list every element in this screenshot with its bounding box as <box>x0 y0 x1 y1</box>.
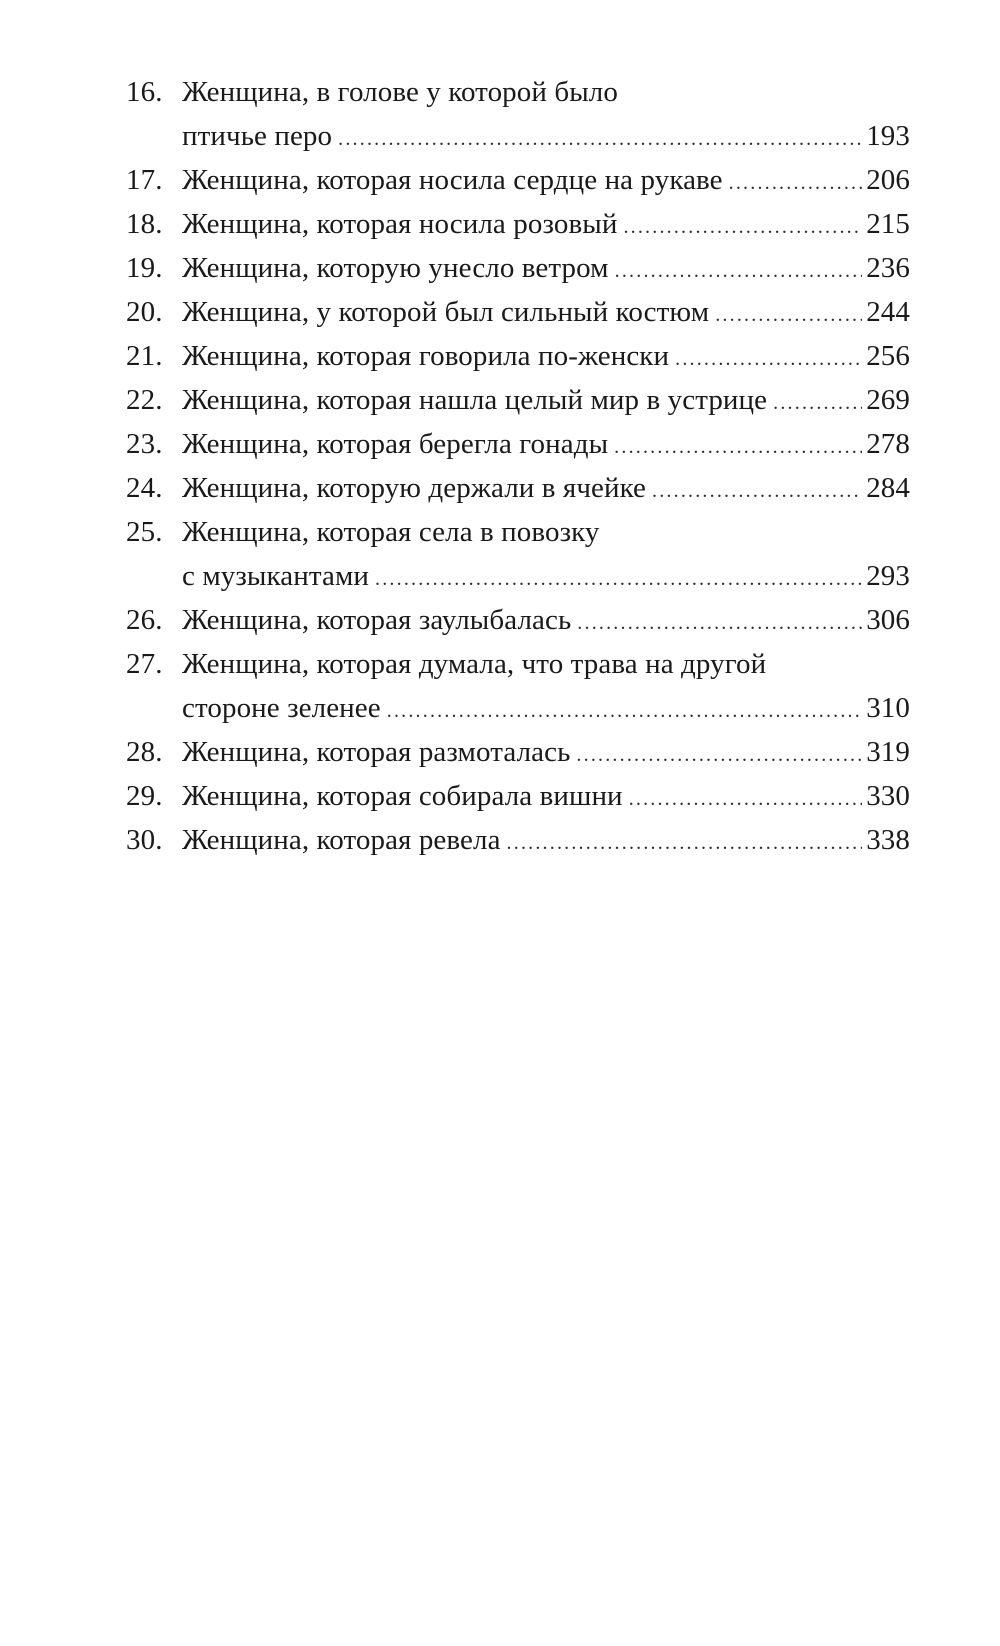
chapter-number: 17. <box>126 164 163 196</box>
toc-entry-line <box>126 158 910 202</box>
toc-entry-line <box>126 818 910 862</box>
chapter-number: 27. <box>126 648 163 680</box>
chapter-number: 20. <box>126 296 163 328</box>
page-number: 269 <box>866 384 910 416</box>
toc-entry <box>126 378 910 422</box>
toc-entry <box>126 70 910 158</box>
toc-entry-line <box>126 598 910 642</box>
chapter-title: Женщина, которая размоталась <box>182 736 571 768</box>
page-number: 338 <box>866 824 910 856</box>
page-number: 319 <box>866 736 910 768</box>
toc-entry-line <box>126 774 910 818</box>
page-number: 310 <box>866 692 910 724</box>
toc-entry-line <box>126 642 910 686</box>
dot-leader <box>623 205 862 249</box>
toc-entry-line <box>126 686 910 730</box>
chapter-title: Женщина, которая ревела <box>182 824 501 856</box>
dot-leader <box>614 425 862 469</box>
toc-entry-line <box>126 114 910 158</box>
dot-leader <box>715 293 862 337</box>
chapter-title: с музыкантами <box>182 560 370 592</box>
dot-leader <box>675 337 862 381</box>
dot-leader <box>729 161 863 205</box>
chapter-title: Женщина, которую держали в ячейке <box>182 472 647 504</box>
chapter-number: 18. <box>126 208 163 240</box>
chapter-title: Женщина, которая берегла гонады <box>182 428 609 460</box>
chapter-number: 24. <box>126 472 163 504</box>
toc-entry <box>126 158 910 202</box>
toc-entry <box>126 510 910 598</box>
toc-entry <box>126 642 910 730</box>
page-number: 278 <box>866 428 910 460</box>
toc-entry-line <box>126 334 910 378</box>
chapter-number: 29. <box>126 780 163 812</box>
toc-entry <box>126 334 910 378</box>
chapter-title: птичье перо <box>182 120 333 152</box>
page-number: 215 <box>866 208 910 240</box>
toc-entry <box>126 202 910 246</box>
page-number: 330 <box>866 780 910 812</box>
chapter-number: 28. <box>126 736 163 768</box>
dot-leader <box>387 689 862 733</box>
chapter-title: Женщина, у которой был сильный костюм <box>182 296 710 328</box>
toc-entry-line <box>126 246 910 290</box>
dot-leader <box>338 117 862 161</box>
chapter-number: 16. <box>126 76 163 108</box>
toc-entry-line <box>126 290 910 334</box>
toc-entry <box>126 598 910 642</box>
dot-leader <box>629 777 863 821</box>
chapter-title: Женщина, которая говорила по-женски <box>182 340 670 372</box>
page-number: 193 <box>866 120 910 152</box>
dot-leader <box>507 821 863 865</box>
page-number: 256 <box>866 340 910 372</box>
dot-leader <box>615 249 863 293</box>
chapter-title: Женщина, которая собирала вишни <box>182 780 623 812</box>
chapter-title: Женщина, которая села в повозку <box>182 516 600 548</box>
toc-entry-line <box>126 730 910 774</box>
toc-entry-line <box>126 202 910 246</box>
toc-entry <box>126 466 910 510</box>
toc-entry-line <box>126 422 910 466</box>
chapter-number: 23. <box>126 428 163 460</box>
page-number: 284 <box>866 472 910 504</box>
page-number: 206 <box>866 164 910 196</box>
dot-leader <box>773 381 862 425</box>
toc-entry <box>126 774 910 818</box>
dot-leader <box>375 557 862 601</box>
toc-entry <box>126 818 910 862</box>
dot-leader <box>576 733 862 777</box>
chapter-title: Женщина, которую унесло ветром <box>182 252 609 284</box>
dot-leader <box>652 469 862 513</box>
chapter-title: Женщина, которая думала, что трава на другой <box>182 648 767 680</box>
chapter-title: Женщина, в голове у которой было <box>182 76 618 108</box>
chapter-number: 21. <box>126 340 163 372</box>
dot-leader <box>577 601 862 645</box>
page-number: 293 <box>866 560 910 592</box>
toc-entry-line <box>126 466 910 510</box>
page-number: 244 <box>866 296 910 328</box>
chapter-title: Женщина, которая носила розовый <box>182 208 618 240</box>
chapter-number: 30. <box>126 824 163 856</box>
toc-entry-line <box>126 510 910 554</box>
chapter-title: Женщина, которая носила сердце на рукаве <box>182 164 723 196</box>
toc-entry-line <box>126 378 910 422</box>
toc-entry-line <box>126 554 910 598</box>
page-number: 236 <box>866 252 910 284</box>
chapter-number: 22. <box>126 384 163 416</box>
toc-entry <box>126 290 910 334</box>
table-of-contents <box>126 70 910 862</box>
toc-entry <box>126 730 910 774</box>
chapter-title: Женщина, которая нашла целый мир в устрице <box>182 384 768 416</box>
toc-entry-line <box>126 70 910 114</box>
chapter-number: 19. <box>126 252 163 284</box>
chapter-title: Женщина, которая заулыбалась <box>182 604 572 636</box>
chapter-number: 25. <box>126 516 163 548</box>
chapter-number: 26. <box>126 604 163 636</box>
toc-entry <box>126 422 910 466</box>
page-number: 306 <box>866 604 910 636</box>
chapter-title: стороне зеленее <box>182 692 381 724</box>
toc-entry <box>126 246 910 290</box>
